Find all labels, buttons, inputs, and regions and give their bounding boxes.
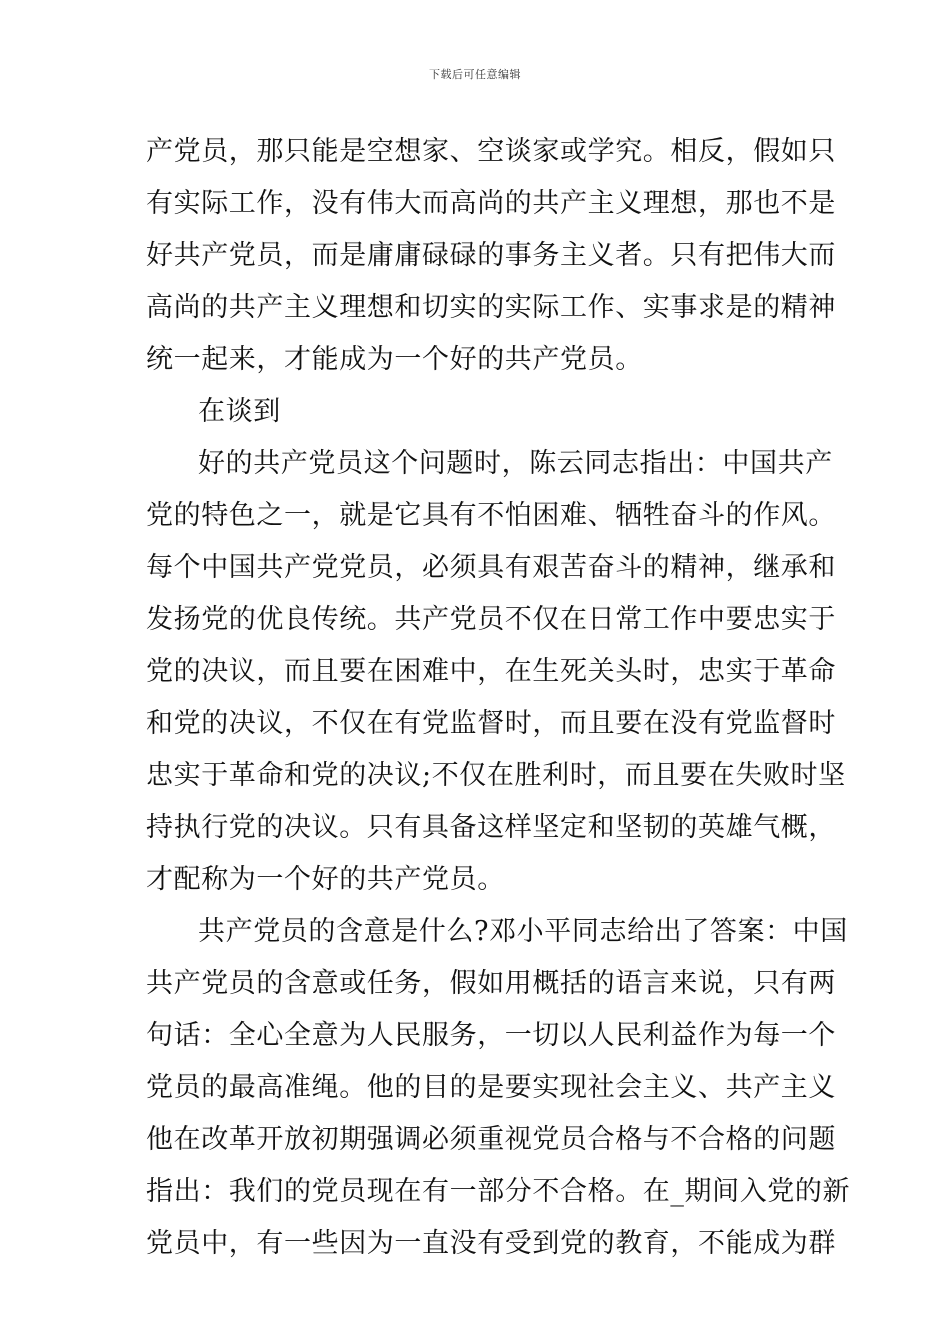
text-line: 指出：我们的党员现在有一部分不合格。在_期间入党的新	[146, 1176, 851, 1207]
text-line: 好共产党员，而是庸庸碌碌的事务主义者。只有把伟大而	[146, 240, 836, 271]
document-body	[146, 130, 851, 1274]
text-line: 高尚的共产主义理想和切实的实际工作、实事求是的精神	[146, 292, 836, 323]
text-line: 党的决议，而且要在困难中，在生死关头时，忠实于革命	[146, 656, 836, 687]
text-line: 发扬党的优良传统。共产党员不仅在日常工作中要忠实于	[146, 604, 836, 635]
text-line: 和党的决议，不仅在有党监督时，而且要在没有党监督时	[146, 708, 836, 739]
text-line: 每个中国共产党党员，必须具有艰苦奋斗的精神，继承和	[146, 552, 836, 583]
text-line: 好的共产党员这个问题时，陈云同志指出：中国共产	[198, 448, 833, 479]
page-header: 下载后可任意编辑	[429, 68, 521, 81]
text-line: 他在改革开放初期强调必须重视党员合格与不合格的问题	[146, 1124, 836, 1155]
text-line: 有实际工作，没有伟大而高尚的共产主义理想，那也不是	[146, 188, 836, 219]
text-line: 党员的最高准绳。他的目的是要实现社会主义、共产主义	[146, 1072, 836, 1103]
text-line: 才配称为一个好的共产党员。	[146, 864, 505, 895]
text-line: 共产党员的含意或任务，假如用概括的语言来说，只有两	[146, 968, 836, 999]
text-line: 共产党员的含意是什么?邓小平同志给出了答案：中国	[198, 916, 848, 947]
text-line: 党员中，有一些因为一直没有受到党的教育，不能成为群	[146, 1228, 836, 1259]
text-line: 统一起来，才能成为一个好的共产党员。	[146, 344, 643, 375]
text-line: 在谈到	[198, 396, 281, 427]
text-line: 忠实于革命和党的决议;不仅在胜利时，而且要在失败时坚	[146, 760, 846, 791]
text-line: 持执行党的决议。只有具备这样坚定和坚韧的英雄气概，	[146, 812, 836, 843]
text-line: 产党员，那只能是空想家、空谈家或学究。相反，假如只	[146, 136, 836, 167]
text-line: 党的特色之一，就是它具有不怕困难、牺牲奋斗的作风。	[146, 500, 836, 531]
text-line: 句话：全心全意为人民服务，一切以人民利益作为每一个	[146, 1020, 836, 1051]
